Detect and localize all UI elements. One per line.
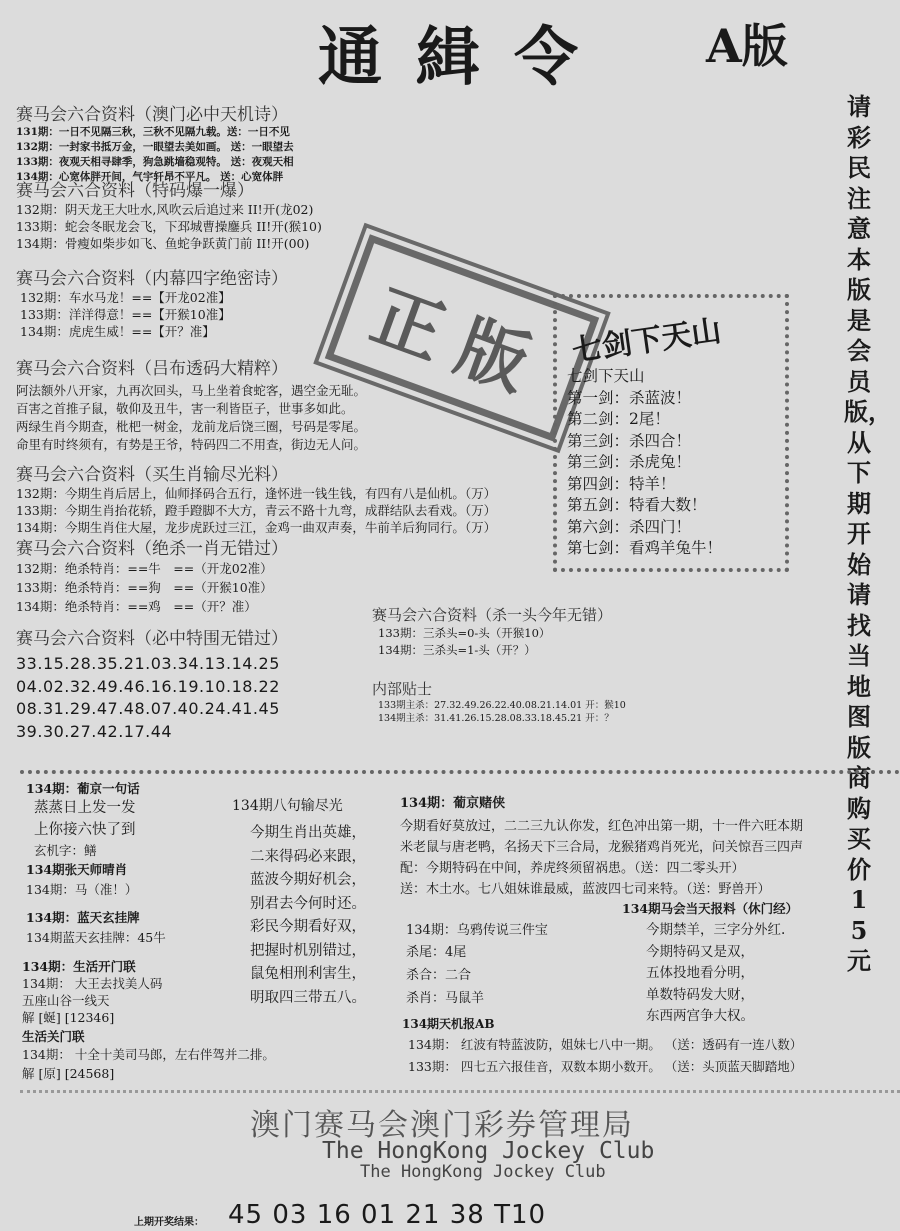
text-line: 132期：今期生肖后居上，仙师择码合五行，逢怀进一钱生钱，有四有八是仙机。（万） bbox=[16, 486, 497, 501]
seven-swords-box bbox=[553, 294, 789, 572]
text-line: 五体投地看分明， bbox=[646, 965, 754, 981]
text-line: 阿法额外八开家，九再次回头，马上坐着食蛇客，遇空金无耻。 bbox=[16, 383, 367, 398]
section-range bbox=[16, 624, 288, 743]
section-title: 134期八句输尽光 bbox=[232, 798, 343, 814]
text-line: 百害之首推子鼠，敬仰及丑牛，害一利皆臣子，世事多如此。 bbox=[16, 401, 354, 416]
sword-line: 第五剑：特看大数！ bbox=[567, 496, 707, 514]
text-line: 杀合：二合 bbox=[406, 968, 472, 983]
genuine-stamp: 正版 bbox=[325, 234, 599, 441]
text-line: 134期：马（准！） bbox=[26, 882, 138, 897]
text-line: 解 [蜒] [12346] bbox=[22, 1010, 115, 1025]
text-line: 单数特码发大财， bbox=[646, 986, 754, 1003]
edition-label: A版 bbox=[706, 19, 788, 73]
sword-line: 第七剑：看鸡羊兔牛！ bbox=[567, 539, 723, 557]
text-line: 133期：三杀头=0-头（开猴10） bbox=[378, 626, 551, 640]
sword-line: 第六剑：杀四门！ bbox=[567, 517, 692, 536]
text-line: 134期： 大王去找美人码 bbox=[22, 976, 163, 991]
text-line: 今期特码又是双， bbox=[646, 943, 754, 960]
text-line: 132期：一封家书抵万金，一眼望去美如画。 送：一眼望去 bbox=[16, 141, 294, 153]
text-line: 解 [原] [24568] bbox=[22, 1066, 115, 1081]
last-result-numbers: 45 03 16 01 21 38 T10 bbox=[228, 1200, 547, 1230]
vertical-notice: 请彩民注意本版是会员版，从下期开始请找当地图版商购买价15元 bbox=[844, 92, 892, 975]
section-title: 134期马会当天报料（休门经） bbox=[622, 901, 799, 916]
text-line: 132期：阴天龙王大吐水,风吹云后追过来 II!开(龙02) bbox=[16, 202, 314, 217]
section-title: 赛马会六合资料（必中特围无错过） bbox=[16, 629, 288, 649]
sword-line: 七剑下天山 bbox=[567, 367, 645, 385]
section-gambler bbox=[400, 794, 803, 900]
section-four-char bbox=[16, 264, 288, 340]
text-line: 134期： 十全十美司马郎，左右伴驾并二排。 bbox=[22, 1047, 275, 1062]
section-crow bbox=[406, 920, 548, 1010]
text-line: 134期：今期生肖住大屋，龙步虎跃过三江，金鸡一曲双声奏，牛前羊后狗同行。（万） bbox=[16, 520, 497, 535]
text-line: 今期生肖出英雄， bbox=[250, 825, 366, 841]
text-line: 送：木土水。七八姐妹谁最威，蓝波四七司来特。（送：野兽开） bbox=[400, 882, 771, 897]
text-line: 彩民今期看好双， bbox=[250, 919, 366, 935]
number-line: 33.15.28.35.21.03.34.13.14.25 bbox=[16, 654, 280, 673]
section-report bbox=[622, 900, 798, 1028]
text-line: 鼠兔相刑利害生， bbox=[250, 966, 366, 982]
text-line: 二来得码必来跟， bbox=[250, 848, 366, 865]
section-buy bbox=[16, 460, 496, 536]
section-burst bbox=[16, 176, 322, 252]
text-line: 134期：生活开门联 bbox=[22, 959, 136, 974]
text-line: 133期： 四七五六报佳音，双数本期小数开。 （送：头顶蓝天脚踏地） bbox=[408, 1059, 803, 1074]
section-title: 赛马会六合资料（特码爆一爆） bbox=[16, 181, 254, 201]
text-line: 132期：车水马龙！==【开龙02准】 bbox=[20, 290, 231, 305]
text-line: 上你接六快了到 bbox=[34, 822, 136, 838]
footer-english-name-small: The HongKong Jockey Club bbox=[360, 1162, 606, 1182]
sword-line: 第三剑：杀四合！ bbox=[567, 431, 692, 450]
section-life-open bbox=[22, 958, 162, 1026]
text-line: 蓝波今期好机会， bbox=[250, 872, 366, 888]
text-line: 把握时机别错过， bbox=[250, 942, 366, 959]
section-title: 内部贴士 bbox=[372, 680, 433, 698]
section-blue-sky bbox=[26, 908, 166, 948]
text-line: 杀尾：4尾 bbox=[406, 945, 467, 960]
number-line: 08.31.29.47.48.07.40.24.41.45 bbox=[16, 699, 280, 718]
section-internal-tips bbox=[372, 678, 626, 725]
text-line: 明取四三带五八。 bbox=[250, 989, 366, 1006]
section-divider bbox=[20, 770, 900, 774]
text-line: 133期：洋洋得意！==【开猴10准】 bbox=[20, 307, 231, 322]
swords-heading: 七剑下天山 bbox=[570, 313, 724, 369]
section-title: 赛马会六合资料（绝杀一肖无错过） bbox=[16, 539, 288, 559]
section-zhang bbox=[26, 860, 137, 900]
text-line: 玄机字：鳝 bbox=[34, 843, 97, 858]
text-line: 134期：乌鸦传说三件宝 bbox=[406, 923, 548, 938]
text-line: 别君去今何时还。 bbox=[250, 895, 366, 912]
section-tianji bbox=[402, 1014, 802, 1078]
section-title: 赛马会六合资料（吕布透码大精粹） bbox=[16, 359, 288, 379]
section-title: 134期天机报AB bbox=[402, 1017, 495, 1031]
text-line: 蒸蒸日上发一发 bbox=[34, 800, 136, 816]
section-title: 134期：葡京赌侠 bbox=[400, 796, 506, 811]
text-line: 生活关门联 bbox=[22, 1029, 85, 1044]
section-title: 赛马会六合资料（内幕四字绝密诗） bbox=[16, 269, 288, 289]
sword-line: 第三剑：杀虎兔！ bbox=[567, 453, 692, 471]
text-line: 134期张天师晴肖 bbox=[26, 862, 128, 877]
page-title: 通緝令 bbox=[318, 21, 612, 95]
text-line: 134期：虎虎生威！==【开？准】 bbox=[20, 324, 215, 339]
text-line: 134期： 红波有特蓝波防，姐妹七八中一期。 （送：透码有一连八数） bbox=[408, 1037, 803, 1052]
text-line: 134期：骨瘦如柴步如飞、鱼蛇争跃黄门前 II!开(00) bbox=[16, 236, 310, 251]
section-title: 赛马会六合资料（澳门必中天机诗） bbox=[16, 105, 288, 125]
sword-line: 第一剑：杀蓝波！ bbox=[567, 388, 692, 407]
number-line: 39.30.27.42.17.44 bbox=[16, 721, 173, 741]
text-line: 东西两宫争大权。 bbox=[646, 1008, 754, 1024]
section-lvbu bbox=[16, 354, 366, 454]
text-line: 134期主杀：31.41.26.15.28.08.33.18.45.21 开：？ bbox=[378, 713, 614, 724]
text-line: 两绿生肖今期查，枇杷一树金，龙前龙后饶三圈，号码是零尾。 bbox=[16, 419, 367, 434]
text-line: 五座山谷一线天 bbox=[22, 993, 110, 1008]
section-kill bbox=[16, 534, 288, 616]
section-title: 赛马会六合资料（杀一头今年无错） bbox=[372, 606, 613, 624]
sword-line: 第二剑：2尾！ bbox=[567, 410, 670, 428]
section-life-close bbox=[22, 1028, 275, 1083]
sword-line: 第四剑：特羊！ bbox=[567, 474, 676, 493]
text-line: 133期：蛇会冬眠龙会飞，下邳城曹操鏖兵 II!开(猴10) bbox=[16, 219, 322, 234]
section-poem bbox=[16, 100, 294, 185]
text-line: 132期：绝杀特肖：==牛 ==（开龙02准） bbox=[16, 561, 273, 576]
footer-org-name: 澳门赛马会澳门彩券管理局 bbox=[250, 1108, 634, 1143]
number-line: 04.02.32.49.46.16.19.10.18.22 bbox=[16, 676, 280, 696]
section-kill-head bbox=[372, 604, 612, 659]
section-eight-lines bbox=[232, 796, 366, 1010]
section-title: 赛马会六合资料（买生肖输尽光料） bbox=[16, 465, 288, 485]
text-line: 134期：绝杀特肖：==鸡 ==（开？准） bbox=[16, 599, 257, 614]
text-line: 133期：今期生肖抬花轿，蹬手蹬脚不大方，青云不路十九弯，成群结队去看戏。（万） bbox=[16, 503, 497, 518]
text-line: 命里有时终须有，有势是王爷，特码四二不用查，街边无人问。 bbox=[16, 437, 367, 452]
last-result-label: 上期开奖结果： bbox=[134, 1217, 204, 1228]
text-line: 134期：蓝天玄挂牌 bbox=[26, 910, 140, 925]
text-line: 134期：三杀头=1-头（开？） bbox=[378, 643, 536, 657]
text-line: 134期：葡京一句话 bbox=[26, 781, 140, 796]
footer-english-name: The HongKong Jockey Club bbox=[322, 1138, 655, 1164]
text-line: 133期：夜观天相寻肆季，狗急跳墙稳观特。 送：夜观天相 bbox=[16, 156, 294, 168]
text-line: 杀肖：马鼠羊 bbox=[406, 991, 485, 1006]
text-line: 134期：心宽体胖开间，气宇轩昂不平凡。 送：心宽体胖 bbox=[16, 171, 284, 183]
footer-divider bbox=[20, 1090, 900, 1093]
text-line: 133期：绝杀特肖：==狗 ==（开猴10准） bbox=[16, 580, 273, 595]
text-line: 133期主杀：27.32.49.26.22.40.08.21.14.01 开：猴10 bbox=[378, 700, 626, 711]
text-line: 今期看好莫放过，二二三九认你发，红色冲出第一期，十一件六旺本期 bbox=[400, 819, 804, 834]
text-line: 131期：一日不见隔三秋，三秋不见隔九载。送：一日不见 bbox=[16, 126, 290, 138]
text-line: 今期禁羊，三字分外红. bbox=[646, 922, 786, 938]
text-line: 134期蓝天玄挂牌：45牛 bbox=[26, 930, 166, 945]
section-grape-words bbox=[26, 780, 140, 861]
text-line: 配：今期特码在中间，养虎终须留祸患。（送：四二零头开） bbox=[400, 861, 745, 876]
text-line: 米老鼠与唐老鸭，名扬天下三合局，龙猴猪鸡肖死光，问关惊吾三四声 bbox=[400, 840, 804, 855]
